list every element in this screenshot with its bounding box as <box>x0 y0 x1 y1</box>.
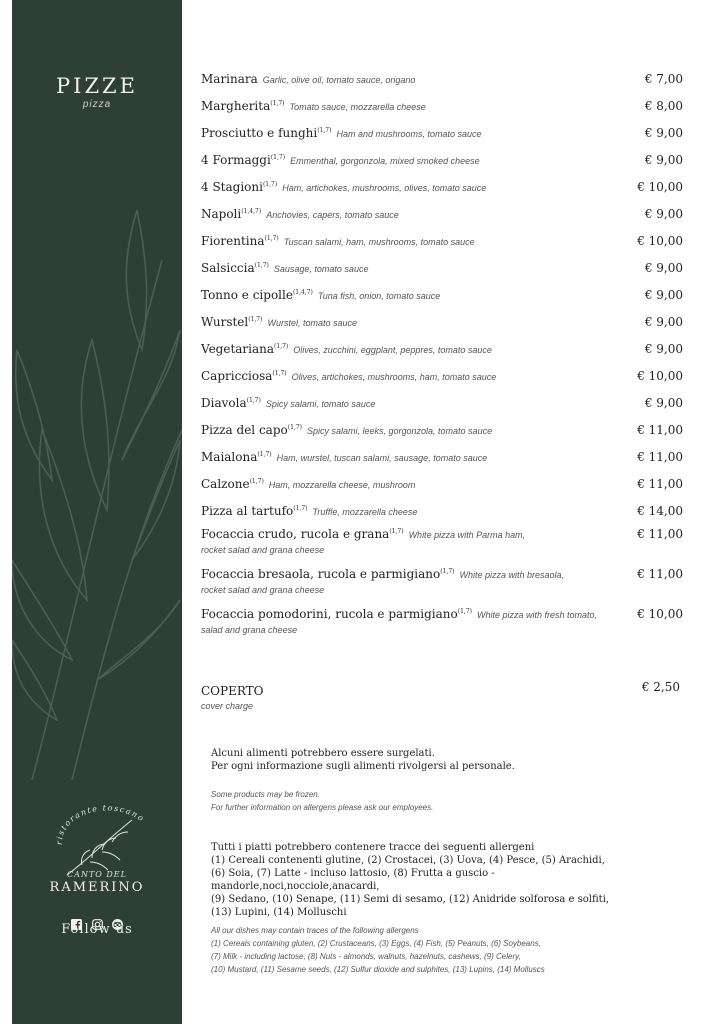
item-price: € 9,00 <box>644 288 683 302</box>
item-description: Olives, zucchini, eggplant, peppres, tomato sauce <box>293 345 492 355</box>
allergen-codes: (1,7) <box>293 505 308 512</box>
item-price: € 10,00 <box>637 180 683 194</box>
logo-line-1: CANTO DEL <box>67 870 127 879</box>
item-description-cont: rocket salad and grana cheese <box>201 545 325 555</box>
allergens-line: (7) Milk - including lactose, (8) Nuts - almonds, walnuts, hazelnuts, cashews, (9) Celery, <box>211 952 521 961</box>
item-description: Ham, artichokes, mushrooms, olives, tomato sauce <box>282 183 487 193</box>
item-price: € 11,00 <box>637 567 683 581</box>
allergen-codes: (1,7) <box>254 262 269 269</box>
item-description: Emmenthal, gorgonzola, mixed smoked cheese <box>290 156 480 166</box>
allergen-codes: (1,7) <box>272 370 287 377</box>
item-description: Ham and mushrooms, tomato sauce <box>336 129 482 139</box>
allergen-codes: (1,7) <box>262 181 278 188</box>
menu-item <box>201 607 691 637</box>
item-description: Sausage, tomato sauce <box>273 264 369 274</box>
item-name: Napoli <box>201 207 242 221</box>
item-description: Ham, mozzarella cheese, mushroom <box>268 480 416 490</box>
cover-charge-name: COPERTO <box>201 684 264 698</box>
item-description: White pizza with fresh tomato, <box>477 610 598 620</box>
item-name: Focaccia pomodorini, rucola e parmigiano <box>201 607 458 621</box>
menu-item <box>201 153 691 168</box>
allergens-en <box>211 924 651 976</box>
item-price: € 10,00 <box>637 369 683 383</box>
menu-item <box>201 72 691 87</box>
item-price: € 11,00 <box>637 477 683 491</box>
cover-charge-price: € 2,50 <box>641 680 680 694</box>
menu-item <box>201 567 691 597</box>
logo-arc-text: ristorante toscano <box>54 803 147 846</box>
item-name: Pizza del capo <box>201 423 288 437</box>
item-price: € 10,00 <box>637 607 683 621</box>
allergen-codes: (1,7) <box>389 528 404 535</box>
menu-item <box>201 288 691 303</box>
section-title: PIZZE <box>56 74 138 98</box>
menu-item <box>201 450 691 465</box>
item-price: € 8,00 <box>644 99 683 113</box>
allergens-title: Tutti i piatti potrebbero contenere tracce dei seguenti allergeni <box>211 842 535 853</box>
item-name: Salsiccia <box>201 261 255 275</box>
allergens-line: (6) Soia, (7) Latte - incluso lattosio, (8) Frutta a guscio - mandorle,noci,nocciole,anacardi, <box>211 868 495 892</box>
item-name: Pizza al tartufo <box>201 504 294 518</box>
note-line: Some products may be frozen. <box>211 790 320 799</box>
item-description: Truffle, mozzarella cheese <box>312 507 418 517</box>
item-price: € 11,00 <box>637 423 683 437</box>
item-description: Olives, artichokes, mushrooms, ham, tomato sauce <box>291 372 497 382</box>
item-name: Marinara <box>201 72 258 86</box>
item-price: € 11,00 <box>637 450 683 464</box>
item-price: € 14,00 <box>637 504 683 518</box>
item-description-cont: rocket salad and grana cheese <box>201 585 325 595</box>
menu-item <box>201 207 691 222</box>
item-description: White pizza with Parma ham, <box>408 530 526 540</box>
item-name: Capricciosa <box>201 369 273 383</box>
menu-item <box>201 423 691 438</box>
item-name: Prosciutto e funghi <box>201 126 318 140</box>
cover-charge <box>201 680 691 711</box>
frozen-note-en <box>211 788 651 814</box>
allergen-codes: (1,7) <box>287 424 302 431</box>
allergens-title: All our dishes may contain traces of the following allergens <box>211 926 419 935</box>
allergen-codes: (1,7) <box>257 451 272 458</box>
menu-item <box>201 504 691 519</box>
cover-charge-desc: cover charge <box>201 701 254 711</box>
item-description: Tuscan salami, ham, mushrooms, tomato sauce <box>283 237 475 247</box>
menu-item <box>201 527 691 557</box>
allergen-codes: (1,7) <box>457 608 472 615</box>
item-description: Ham, wurstel, tuscan salami, sausage, tomato sauce <box>276 453 488 463</box>
allergen-codes: (1,7) <box>317 127 332 134</box>
menu-item <box>201 396 691 411</box>
allergen-codes: (1,7) <box>248 316 263 323</box>
follow-us[interactable]: Follow us <box>61 922 133 937</box>
item-description: White pizza with bresaola, <box>459 570 565 580</box>
allergen-codes: (1,7) <box>264 235 279 242</box>
allergens-it <box>211 841 651 919</box>
allergens-line: (1) Cereali contenenti glutine, (2) Crostacei, (3) Uova, (4) Pesce, (5) Arachidi, <box>211 855 605 866</box>
menu-item <box>201 234 691 249</box>
item-description: Anchovies, capers, tomato sauce <box>266 210 399 220</box>
allergens-line: (10) Mustard, (11) Sesame seeds, (12) Sulfur dioxide and sulphites, (13) Lupins, (14) Molluscs <box>211 965 545 974</box>
item-price: € 9,00 <box>644 315 683 329</box>
item-price: € 10,00 <box>637 234 683 248</box>
frozen-note-it <box>211 747 651 773</box>
item-price: € 9,00 <box>644 126 683 140</box>
menu-item <box>201 180 691 195</box>
allergen-codes: (1,7) <box>249 478 264 485</box>
allergen-codes: (1,4,7) <box>241 208 262 215</box>
menu-item <box>201 126 691 141</box>
allergens-line: (13) Lupini, (14) Molluschi <box>211 907 347 918</box>
item-name: 4 Formaggi <box>201 153 271 167</box>
item-description: Spicy salami, leeks, gorgonzola, tomato sauce <box>306 426 493 436</box>
svg-text:ristorante toscano <box>55 803 147 845</box>
item-description: Tomato sauce, mozzarella cheese <box>289 102 426 112</box>
item-price: € 9,00 <box>644 207 683 221</box>
allergens-line: (1) Cereals containing gluten, (2) Crustaceans, (3) Eggs, (4) Fish, (5) Peanuts, (6) Soybeans, <box>211 939 541 948</box>
item-name: Focaccia bresaola, rucola e parmigiano <box>201 567 441 581</box>
item-price: € 7,00 <box>644 72 683 86</box>
sidebar <box>12 0 182 1024</box>
item-name: Tonno e cipolle <box>201 288 293 302</box>
item-name: Margherita <box>201 99 271 113</box>
allergen-codes: (1,7) <box>270 154 286 161</box>
item-name: Wurstel <box>201 315 249 329</box>
allergen-codes: (1,7) <box>440 568 455 575</box>
note-line: Alcuni alimenti potrebbero essere surgelati. <box>211 748 435 759</box>
item-name: Focaccia crudo, rucola e grana <box>201 527 390 541</box>
menu-item <box>201 99 691 114</box>
item-price: € 9,00 <box>644 261 683 275</box>
allergen-codes: (1,4,7) <box>292 289 313 296</box>
section-subtitle: pizza <box>82 99 112 110</box>
item-name: Calzone <box>201 477 250 491</box>
item-price: € 9,00 <box>644 342 683 356</box>
menu-item <box>201 477 691 492</box>
item-name: 4 Stagioni <box>201 180 263 194</box>
menu-item <box>201 315 691 330</box>
item-description: Wurstel, tomato sauce <box>267 318 358 328</box>
allergen-codes: (1,7) <box>246 397 261 404</box>
menu-item <box>201 342 691 357</box>
menu-item <box>201 261 691 276</box>
allergen-codes: (1,7) <box>270 100 285 107</box>
item-price: € 9,00 <box>644 396 683 410</box>
item-price: € 9,00 <box>644 153 683 167</box>
item-description: Garlic, olive oil, tomato sauce, origano <box>262 75 416 85</box>
item-name: Maialona <box>201 450 258 464</box>
item-name: Vegetariana <box>201 342 275 356</box>
menu-item <box>201 369 691 384</box>
logo-line-2: RAMERINO <box>49 880 145 895</box>
allergen-codes: (1,7) <box>274 343 289 350</box>
allergens-line: (9) Sedano, (10) Senape, (11) Semi di sesamo, (12) Anidride solforosa e solfiti, <box>211 894 610 905</box>
item-description: Spicy salami, tomato sauce <box>265 399 376 409</box>
note-line: For further information on allergens please ask our employees. <box>211 803 434 812</box>
rosemary-illustration <box>12 180 182 780</box>
item-description-cont: salad and grana cheese <box>201 625 298 635</box>
item-name: Diavola <box>201 396 247 410</box>
item-price: € 11,00 <box>637 527 683 541</box>
item-name: Fiorentina <box>201 234 265 248</box>
note-line: Per ogni informazione sugli alimenti rivolgersi al personale. <box>211 761 515 772</box>
item-description: Tuna fish, onion, tomato sauce <box>317 291 441 301</box>
